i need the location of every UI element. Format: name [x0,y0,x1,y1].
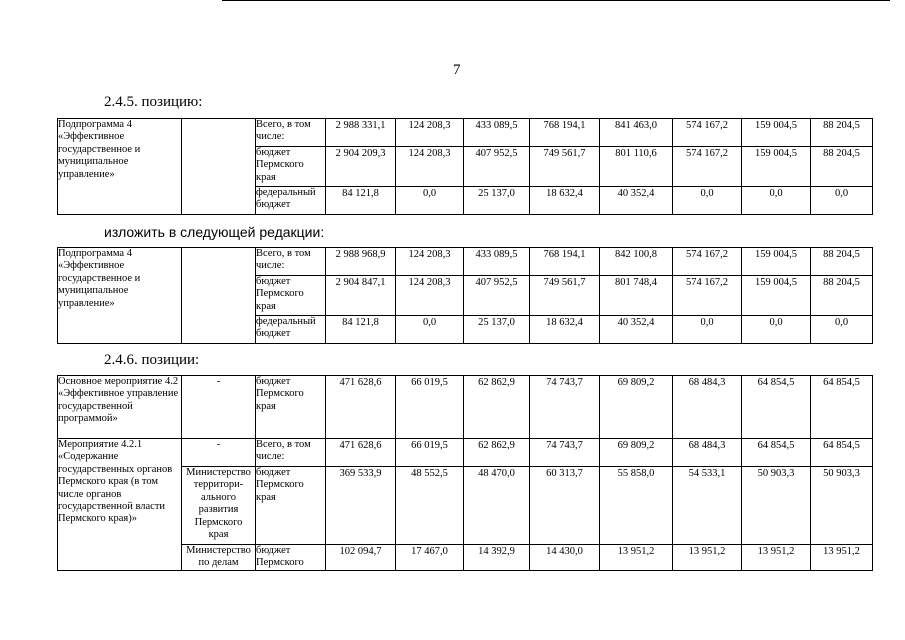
value-cell: 64 854,5 [742,376,811,439]
table-row [58,439,873,467]
value-cell: 768 194,1 [530,248,600,276]
value-cell: 801 748,4 [600,276,673,316]
value-cell: 574 167,2 [673,119,742,147]
value-cell: 50 903,3 [742,467,811,545]
value-cell: 407 952,5 [464,276,530,316]
value-cell: 13 951,2 [600,545,673,571]
source-cell: федеральный бюджет [256,187,326,215]
value-cell: 842 100,8 [600,248,673,276]
value-cell: 74 743,7 [530,439,600,467]
value-cell: 60 313,7 [530,467,600,545]
heading-2-4-6: 2.4.6. позиции: [104,352,200,368]
value-cell: 841 463,0 [600,119,673,147]
source-cell: бюджет Пермского края [256,147,326,187]
value-cell: 88 204,5 [811,119,873,147]
value-cell: 433 089,5 [464,248,530,276]
value-cell: 64 854,5 [811,439,873,467]
value-cell: 17 467,0 [396,545,464,571]
heading-2-4-5: 2.4.5. позицию: [104,94,203,110]
activity-name-cell: Основное мероприятие 4.2 «Эффективное управление государственной программой» [58,376,182,439]
value-cell: 62 862,9 [464,439,530,467]
value-cell: 64 854,5 [811,376,873,439]
source-cell: Всего, в том числе: [256,439,326,467]
value-cell: 69 809,2 [600,376,673,439]
value-cell: 14 430,0 [530,545,600,571]
value-cell: 0,0 [396,187,464,215]
page-number: 7 [453,62,461,78]
value-cell: 0,0 [673,316,742,344]
value-cell: 102 094,7 [326,545,396,571]
value-cell: 0,0 [742,316,811,344]
value-cell: 40 352,4 [600,316,673,344]
source-cell: Всего, в том числе: [256,248,326,276]
value-cell: 124 208,3 [396,276,464,316]
value-cell: 84 121,8 [326,187,396,215]
value-cell: 574 167,2 [673,276,742,316]
heading-new-edition: изложить в следующей редакции: [104,224,325,240]
value-cell: 124 208,3 [396,119,464,147]
value-cell: 768 194,1 [530,119,600,147]
source-cell: Всего, в том числе: [256,119,326,147]
value-cell: 471 628,6 [326,376,396,439]
program-name-cell: Подпрограмма 4 «Эффективное государственное и муниципальное управление» [58,119,182,215]
value-cell: 574 167,2 [673,147,742,187]
value-cell: 18 632,4 [530,187,600,215]
value-cell: 124 208,3 [396,248,464,276]
value-cell: 0,0 [742,187,811,215]
activity-name-cell: Мероприятие 4.2.1 «Содержание государственных органов Пермского края (в том числе органов государственной власти Пермского края)» [58,439,182,571]
value-cell: 48 552,5 [396,467,464,545]
value-cell: 159 004,5 [742,276,811,316]
table-original-position [57,118,873,215]
value-cell: 84 121,8 [326,316,396,344]
value-cell: 88 204,5 [811,276,873,316]
value-cell: 50 903,3 [811,467,873,545]
executor-cell: Министерство по делам [182,545,256,571]
executor-cell [182,119,256,215]
value-cell: 64 854,5 [742,439,811,467]
program-name-cell: Подпрограмма 4 «Эффективное государственное и муниципальное управление» [58,248,182,344]
value-cell: 25 137,0 [464,316,530,344]
value-cell: 2 904 847,1 [326,276,396,316]
value-cell: 0,0 [396,316,464,344]
value-cell: 62 862,9 [464,376,530,439]
value-cell: 25 137,0 [464,187,530,215]
value-cell: 13 951,2 [811,545,873,571]
value-cell: 159 004,5 [742,147,811,187]
value-cell: 74 743,7 [530,376,600,439]
table-new-position [57,247,873,344]
value-cell: 69 809,2 [600,439,673,467]
source-cell: бюджет Пермского края [256,376,326,439]
source-cell: федеральный бюджет [256,316,326,344]
value-cell: 13 951,2 [742,545,811,571]
table-positions-2-4-6 [57,375,873,571]
value-cell: 801 110,6 [600,147,673,187]
value-cell: 471 628,6 [326,439,396,467]
value-cell: 0,0 [673,187,742,215]
executor-cell: Министерство территори-ального развития Пермского края [182,467,256,545]
value-cell: 68 484,3 [673,376,742,439]
value-cell: 18 632,4 [530,316,600,344]
value-cell: 66 019,5 [396,439,464,467]
source-cell: бюджет Пермского [256,545,326,571]
value-cell: 407 952,5 [464,147,530,187]
value-cell: 2 988 331,1 [326,119,396,147]
value-cell: 88 204,5 [811,248,873,276]
table-row [58,376,873,439]
value-cell: 0,0 [811,316,873,344]
table-row [58,248,873,276]
value-cell: 2 988 968,9 [326,248,396,276]
source-cell: бюджет Пермского края [256,467,326,545]
value-cell: 159 004,5 [742,248,811,276]
value-cell: 124 208,3 [396,147,464,187]
value-cell: 14 392,9 [464,545,530,571]
value-cell: 749 561,7 [530,276,600,316]
value-cell: 13 951,2 [673,545,742,571]
source-cell: бюджет Пермского края [256,276,326,316]
executor-cell [182,248,256,344]
value-cell: 48 470,0 [464,467,530,545]
value-cell: 66 019,5 [396,376,464,439]
value-cell: 55 858,0 [600,467,673,545]
value-cell: 159 004,5 [742,119,811,147]
value-cell: 40 352,4 [600,187,673,215]
value-cell: 574 167,2 [673,248,742,276]
value-cell: 0,0 [811,187,873,215]
value-cell: 749 561,7 [530,147,600,187]
executor-cell: - [182,376,256,439]
value-cell: 88 204,5 [811,147,873,187]
table-row [58,119,873,147]
value-cell: 433 089,5 [464,119,530,147]
value-cell: 54 533,1 [673,467,742,545]
value-cell: 68 484,3 [673,439,742,467]
top-rule [222,0,890,1]
value-cell: 2 904 209,3 [326,147,396,187]
value-cell: 369 533,9 [326,467,396,545]
executor-cell: - [182,439,256,467]
